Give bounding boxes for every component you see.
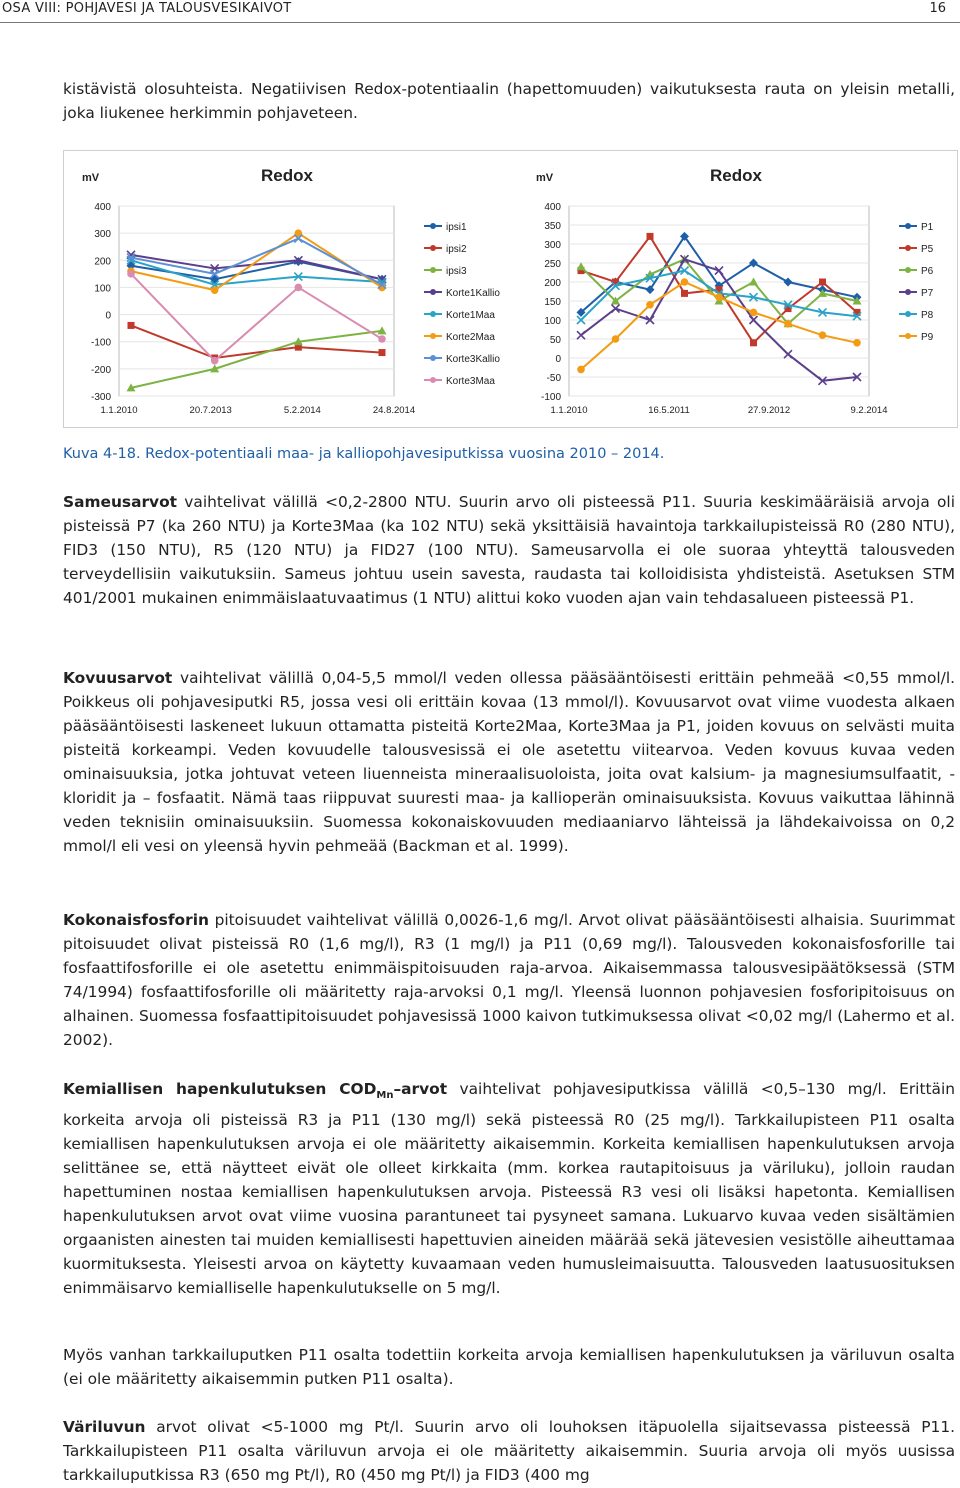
y-tick-label: 100 xyxy=(94,283,111,295)
legend-label: P5 xyxy=(921,244,934,255)
plot-area xyxy=(119,206,394,396)
legend-label: P9 xyxy=(921,332,934,343)
term-sameus: Sameusarvot xyxy=(63,493,178,511)
y-tick-label: 300 xyxy=(544,240,561,251)
y-tick-label: 200 xyxy=(544,278,561,289)
y-tick-label: 400 xyxy=(94,202,111,213)
paragraph-kovuus xyxy=(63,666,955,858)
y-tick-label: 350 xyxy=(544,221,561,232)
legend-marker xyxy=(430,267,436,273)
y-tick-label: 150 xyxy=(544,297,561,308)
y-tick-label: -100 xyxy=(90,337,111,349)
data-point xyxy=(784,320,792,328)
paragraph-sameus-body: vaihtelivat välillä <0,2-2800 NTU. Suurin arvo oli pisteessä P11. Suuria keskimääräisiä arvoja oli pisteissä P7 (ka 260 NTU) ja Korte3Maa (ka 102 NTU) sekä yksittäisiä havaintoja tarkkailupisteissä R0 (280 NTU), FID3 (150 NTU), R5 (120 NTU) ja FID27 (100 NTU). Sameusarvolla ei ole suoraa yhteyttä talousveden terveydellisiin vaikutuksiin. Sameus johtuu usein savesta, raudasta tai kolloidisista yhdisteistä. Asetuksen STM 401/2001 mukainen enimmäislaatuvaatimus (1 NTU) alittui koko vuoden ajan vain tehdasalueen pisteessä P1. xyxy=(63,493,955,607)
legend-marker xyxy=(430,223,436,229)
legend-marker xyxy=(430,377,436,383)
legend-label: Korte1Maa xyxy=(446,310,495,321)
x-tick-label: 27.9.2012 xyxy=(747,405,791,416)
data-point xyxy=(681,278,689,286)
legend-marker xyxy=(430,311,436,317)
data-point xyxy=(128,322,135,329)
x-tick-label: 24.8.2014 xyxy=(372,405,416,416)
data-point xyxy=(378,335,386,343)
paragraph-cod xyxy=(63,1077,955,1300)
legend-marker xyxy=(430,289,436,295)
legend-marker xyxy=(430,355,436,361)
y-tick-label: 0 xyxy=(555,354,561,365)
paragraph-cod-body: vaihtelivat pohjavesiputkissa välillä <0,5–130 mg/l. Erittäin korkeita arvoja oli pisteissä R3 ja P11 (130 mg/l) sekä pisteessä R0 (25 mg/l). Tarkkailupisteen P11 osalta kemiallisen hapenkulutuksen arvoja ei ole määritetty aikaisemmin. Korkeita kemiallisen hapenkulutuksen arvoja selittänee se, että näytteet eivät ole olleet kirkkaita (mm. korkea rautapitoisuus ja väriluku), jolloin raudan hapettuminen nostaa kemiallisen hapenkulutuksen arvoja. Pisteessä R3 vesi oli lisäksi hapetonta. Kemiallisen hapenkulutuksen arvot ovat viime vuosina parantuneet tai pysyneet samana. Lukuarvo kuvaa veden sisältämien orgaanisten ainesten tai muiden kemiallisesti hapettuvien aineiden määrää sekä jätevesien vesistölle aiheuttamaa kuormituksesta. Yleisesti arvoa on käytetty kuvaamaan veden humusleimaisuutta. Talousveden laatusuosituksen enimmäisarvo kemialliselle hapenkulutukselle on 5 mg/l. xyxy=(63,1080,955,1298)
data-point xyxy=(295,284,303,292)
term-kovuus: Kovuusarvot xyxy=(63,669,173,687)
legend-marker xyxy=(905,333,911,339)
paragraph-fosfori xyxy=(63,908,955,1052)
data-point xyxy=(612,335,620,343)
legend-marker xyxy=(430,333,436,339)
x-tick-label: 16.5.2011 xyxy=(648,405,690,416)
legend-label: Korte2Maa xyxy=(446,332,495,343)
legend-label: P1 xyxy=(921,222,934,233)
legend-label: Korte3Kallio xyxy=(446,354,500,365)
data-point xyxy=(577,366,585,374)
y-tick-label: 50 xyxy=(549,335,561,346)
data-point xyxy=(577,331,585,339)
series-line-Korte1Kallio xyxy=(131,255,382,279)
term-fosfori: Kokonaisfosforin xyxy=(63,911,209,929)
paragraph-vari xyxy=(63,1415,955,1487)
term-cod-tail: –arvot xyxy=(393,1080,448,1098)
chart-title: Redox xyxy=(261,166,313,185)
data-point xyxy=(647,233,654,240)
x-tick-label: 9.2.2014 xyxy=(850,405,888,416)
redox-figure xyxy=(63,150,958,428)
legend-label: ipsi1 xyxy=(446,222,467,233)
data-point xyxy=(784,278,793,287)
chart-title: Redox xyxy=(710,166,762,185)
y-tick-label: 400 xyxy=(544,202,561,213)
legend-label: P7 xyxy=(921,288,934,299)
y-unit-label: mV xyxy=(82,172,100,184)
paragraph-vanha: Myös vanhan tarkkailuputken P11 osalta todettiin korkeita arvoja kemiallisen hapenkulutuksen ja väriluvun osalta (ei ole määritetty aikaisemmin putken P11 osalta). xyxy=(63,1346,955,1388)
redox-charts xyxy=(64,151,957,427)
section-title: OSA VIII: POHJAVESI JA TALOUSVESIKAIVOT xyxy=(2,1,292,16)
data-point xyxy=(127,270,135,278)
legend-marker xyxy=(905,267,911,273)
legend-marker xyxy=(905,223,911,229)
y-tick-label: 250 xyxy=(544,259,561,270)
legend-marker xyxy=(430,245,436,251)
legend-marker xyxy=(905,245,911,251)
legend-label: Korte3Maa xyxy=(446,376,495,387)
term-cod-main: Kemiallisen hapenkulutuksen COD xyxy=(63,1080,377,1098)
paragraph-vari-body: arvot olivat <5-1000 mg Pt/l. Suurin arvo oli louhoksen itäpuolella sijaitsevassa pisteessä P11. Tarkkailupisteen P11 osalta väriluvun arvoja ei ole määritetty aikaisemmin. Suuria arvoja oli myös uusissa tarkkailuputkissa R3 (650 mg Pt/l), R0 (450 mg Pt/l) ja FID3 (400 mg xyxy=(63,1418,955,1484)
data-point xyxy=(853,339,861,347)
term-cod-sub: Mn xyxy=(376,1090,394,1102)
data-point xyxy=(379,349,386,356)
y-tick-label: 0 xyxy=(105,310,111,322)
data-point xyxy=(750,339,757,346)
y-tick-label: 200 xyxy=(94,256,111,268)
data-point xyxy=(211,357,219,365)
legend-label: P8 xyxy=(921,310,934,321)
y-tick-label: -50 xyxy=(546,373,561,384)
y-unit-label: mV xyxy=(536,172,554,184)
paragraph-kovuus-body: vaihtelivat välillä 0,04-5,5 mmol/l veden ollessa pääsääntöisesti erittäin pehmeää <0,55 mmol/l. Poikkeus oli pohjavesiputki R5, jossa vesi oli erittäin kovaa (13 mmol/l). Kovuusarvot ovat viime vuodesta alkaen pääsääntöisesti laskeneet lukuun ottamatta pisteitä Korte2Maa, Korte3Maa ja P1, joiden kovuus on selvästi muita pisteitä korkeampi. Veden kovuudelle talousvesissä ei ole asetettu viitearvoa. Veden kovuus kuvaa veden ominaisuuksia, jotka johtuvat veteen liuenneista mineraalisuoloista, joita ovat kalsium- ja magnesiumsulfaatit, -kloridit ja – fosfaatit. Nämä taas riippuvat suuresti maa- ja kallioperän ominaisuuksista. Kovuus vaikuttaa lähinnä veden teknisiin ominaisuuksiin. Suomessa kokonaiskovuuden mediaaniarvo lähteissä ja lähdekaivoissa on 0,2 mmol/l eli vesi on yleensä hyvin pehmeää (Backman et al. 1999). xyxy=(63,669,955,855)
legend-marker xyxy=(905,289,911,295)
y-tick-label: 100 xyxy=(544,316,561,327)
legend-label: P6 xyxy=(921,266,934,277)
x-tick-label: 1.1.2010 xyxy=(100,405,138,416)
intro-paragraph: kistävistä olosuhteista. Negatiivisen Redox-potentiaalin (hapettomuuden) vaikutuksesta rauta on yleisin metalli, joka liukenee herkimmin pohjaveteen. xyxy=(63,80,955,122)
data-point xyxy=(819,279,826,286)
x-tick-label: 20.7.2013 xyxy=(189,405,232,416)
data-point xyxy=(646,301,654,309)
data-point xyxy=(784,350,792,358)
page-number: 16 xyxy=(929,1,946,16)
data-point xyxy=(715,293,723,301)
page-header xyxy=(0,0,960,23)
legend-label: ipsi2 xyxy=(446,244,467,255)
legend-label: ipsi3 xyxy=(446,266,467,277)
y-tick-label: -300 xyxy=(90,392,111,403)
paragraph-fosfori-body: pitoisuudet vaihtelivat välillä 0,0026-1,6 mg/l. Arvot olivat pääsääntöisesti alhaisia. Suurimmat pitoisuudet olivat pisteissä R0 (1,6 mg/l), R3 (1 mg/l) ja P11 (0,69 mg/l). Talousveden kokonaisfosforille tai fosfaattifosforille ei ole asetettu enimmäispitoisuuden raja-arvoa. Aikaisemmassa talousvesipäätöksessä (STM 74/1994) fosfaattifosforille oli määritetty raja-arvoksi 0,1 mg/l. Yleensä luonnon pohjavesien fosforipitoisuus on alhainen. Suomessa fosfaattipitoisuudet pohjavesissä 1000 kaivon tutkimuksessa olivat <0,02 mg/l (Lahermo et al. 2002). xyxy=(63,911,955,1049)
series-line-Korte3Maa xyxy=(131,274,382,361)
y-tick-label: -200 xyxy=(90,364,111,376)
data-point xyxy=(819,331,827,339)
x-tick-label: 1.1.2010 xyxy=(550,405,588,416)
y-tick-label: -100 xyxy=(540,392,561,403)
figure-caption: Kuva 4-18. Redox-potentiaali maa- ja kalliopohjavesiputkissa vuosina 2010 – 2014. xyxy=(63,446,665,462)
y-tick-label: 300 xyxy=(94,229,111,241)
term-cod xyxy=(63,1080,448,1102)
legend-marker xyxy=(905,311,911,317)
data-point xyxy=(211,286,219,294)
term-vari: Väriluvun xyxy=(63,1418,146,1436)
data-point xyxy=(681,290,688,297)
data-point xyxy=(750,309,758,317)
legend-label: Korte1Kallio xyxy=(446,288,500,299)
paragraph-sameus xyxy=(63,490,955,610)
x-tick-label: 5.2.2014 xyxy=(283,405,321,416)
